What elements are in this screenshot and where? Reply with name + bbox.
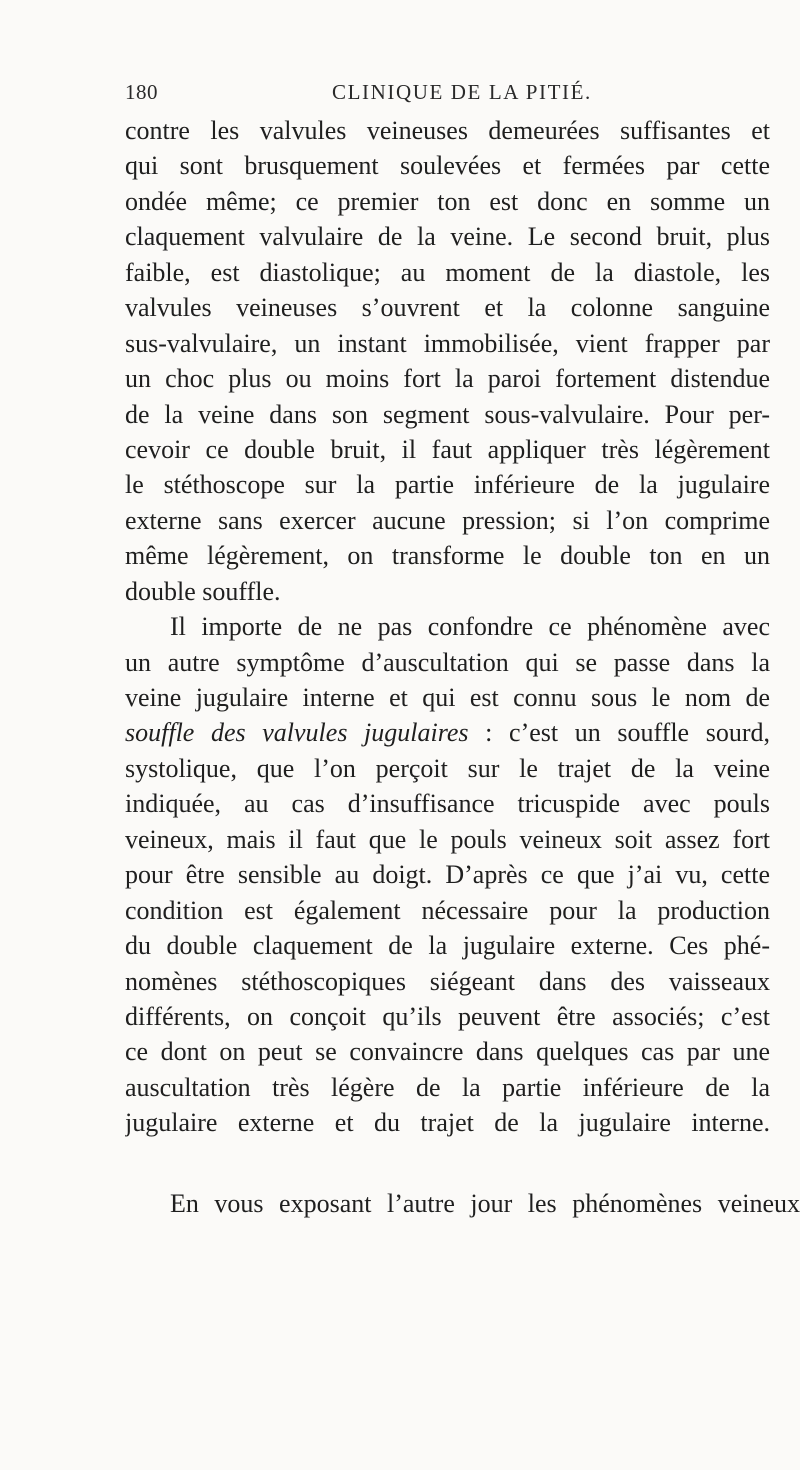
paragraph-gap	[125, 1141, 770, 1186]
text-line: veine jugulaire interne et qui est connu sous le nom de	[125, 683, 770, 712]
text-line: le stéthoscope sur la partie inférieure de la jugulaire	[125, 470, 770, 500]
text-line: cevoir ce double bruit, il faut appliquer très légèrement	[125, 434, 770, 464]
text-line: condition est également nécessaire pour la production	[125, 895, 770, 925]
text-line: indiquée, au cas d’insuffisance tricuspide avec pouls	[125, 789, 770, 819]
paragraph-start-line: Il importe de ne pas confondre ce phénomène avec	[170, 612, 770, 642]
text-line: ce dont on peut se convaincre dans quelques cas par une	[125, 1037, 770, 1067]
text-line: contre les valvules veineuses demeurées suffisantes et	[125, 116, 770, 145]
text-line: faible, est diastolique; au moment de la diastole, les	[125, 257, 770, 287]
text-line: jugulaire externe et du trajet de la jugulaire interne.	[125, 1108, 770, 1138]
body-text	[125, 113, 800, 1221]
text-line: externe sans exercer aucune pression; si l’on comprime	[125, 505, 770, 535]
page-number: 180	[125, 80, 158, 104]
text-line: sus-valvulaire, un instant immobilisée, vient frapper par	[125, 328, 770, 358]
text-line: nomènes stéthoscopiques siégeant dans des vaisseaux	[125, 966, 770, 996]
running-head: CLINIQUE DE LA PITIÉ.	[332, 80, 592, 104]
text-fragment: : c’est un souffle sourd,	[468, 718, 770, 748]
paragraph-end-line: double souffle.	[125, 576, 281, 606]
text-line: valvules veineuses s’ouvrent et la colonne sanguine	[125, 293, 770, 323]
text-line: auscultation très légère de la partie inférieure de la	[125, 1072, 770, 1102]
text-line: qui sont brusquement soulevées et fermées par cette	[125, 151, 770, 181]
text-line: un autre symptôme d’auscultation qui se passe dans la	[125, 647, 770, 677]
paragraph-start-line: En vous exposant l’autre jour les phénomènes veineux	[170, 1188, 800, 1218]
italic-term: souffle des valvules jugulaires	[125, 718, 469, 748]
text-line: pour être sensible au doigt. D’après ce que j’ai vu, cette	[125, 860, 770, 890]
text-line: ondée même; ce premier ton est donc en somme un	[125, 186, 770, 216]
text-line: de la veine dans son segment sous-valvulaire. Pour per-	[125, 399, 770, 429]
text-line: claquement valvulaire de la veine. Le second bruit, plus	[125, 222, 770, 252]
text-line: systolique, que l’on perçoit sur le trajet de la veine	[125, 753, 770, 783]
text-line: un choc plus ou moins fort la paroi fortement distendue	[125, 364, 770, 394]
text-line: du double claquement de la jugulaire externe. Ces phé-	[125, 931, 770, 961]
text-line-with-italic	[125, 715, 770, 750]
text-line: même légèrement, on transforme le double ton en un	[125, 541, 770, 571]
page-header	[125, 80, 765, 110]
text-line: différents, on conçoit qu’ils peuvent être associés; c’est	[125, 1001, 770, 1031]
text-line: veineux, mais il faut que le pouls veineux soit assez fort	[125, 824, 770, 854]
